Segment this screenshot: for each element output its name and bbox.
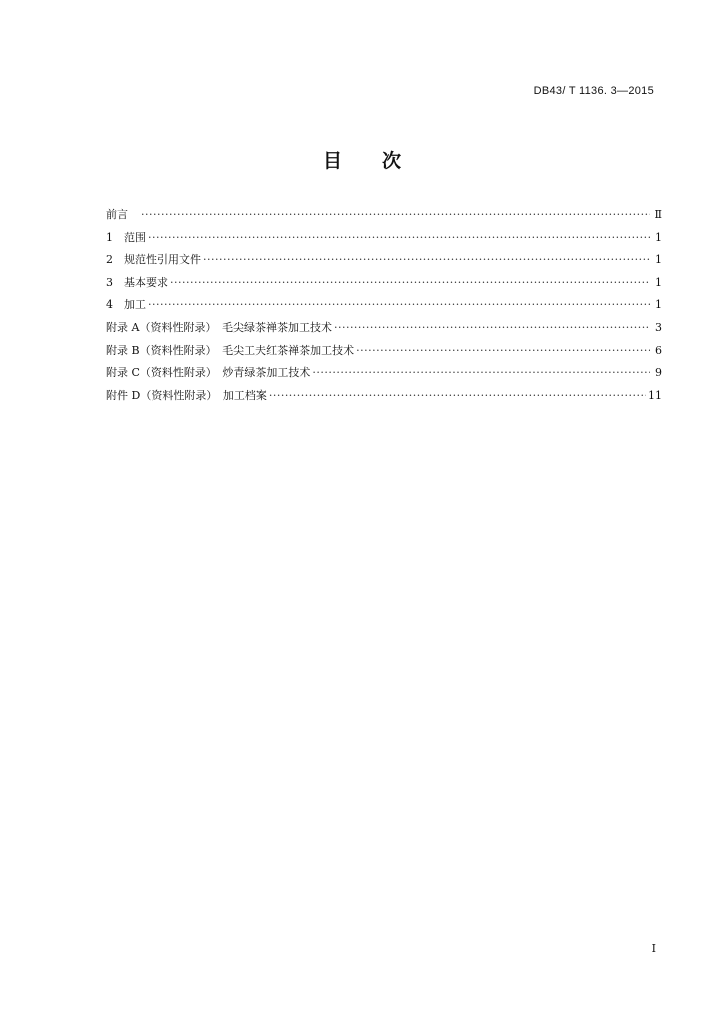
toc-entry-appendix-c[interactable] [106, 364, 662, 387]
document-code: DB43/ T 1136. 3—2015 [533, 85, 654, 97]
toc-entry-page: 1 [655, 230, 662, 244]
toc-entry-processing[interactable] [106, 296, 662, 319]
toc-entry-label: 附录 A（资料性附录） 毛尖绿茶禅茶加工技术 [106, 320, 332, 334]
toc-entry-foreword[interactable] [106, 206, 662, 229]
toc-entry-appendix-d[interactable] [106, 387, 662, 410]
toc-title-char-2: 次 [382, 150, 402, 172]
toc-entry-label: 3 基本要求 [106, 275, 168, 289]
toc-entry-basic-requirements[interactable] [106, 274, 662, 297]
toc-entry-label: 2 规范性引用文件 [106, 253, 201, 267]
toc-entry-page: 3 [655, 320, 662, 334]
toc-entry-label: 附件 D（资料性附录） 加工档案 [106, 388, 267, 402]
toc-entry-page: Ⅱ [654, 208, 662, 221]
toc-entry-label: 附录 B（资料性附录） 毛尖工夫红茶禅茶加工技术 [106, 343, 355, 357]
toc-leader-dots [141, 208, 650, 221]
toc-entry-page: 1 [655, 253, 662, 267]
toc-title-char-1: 目 [322, 150, 342, 172]
toc-leader-dots [148, 298, 650, 311]
toc-entry-page: 1 [655, 275, 662, 289]
toc-leader-dots [334, 321, 650, 334]
toc-leader-dots [356, 344, 650, 357]
toc-entry-page: 1 [655, 298, 662, 312]
toc-entry-label: 前言 [106, 208, 139, 221]
toc-entry-appendix-a[interactable] [106, 319, 662, 342]
table-of-contents [106, 206, 662, 409]
toc-leader-dots [312, 366, 650, 379]
toc-entry-appendix-b[interactable] [106, 342, 662, 365]
toc-entry-page: 6 [655, 343, 662, 357]
toc-entry-page: 9 [655, 366, 662, 380]
toc-entry-normative-references[interactable] [106, 251, 662, 274]
toc-leader-dots [269, 389, 646, 402]
toc-leader-dots [170, 276, 650, 289]
toc-entry-page: 11 [648, 388, 662, 402]
toc-title [0, 146, 724, 173]
toc-leader-dots [203, 253, 650, 266]
toc-leader-dots [148, 231, 650, 244]
toc-entry-scope[interactable] [106, 229, 662, 252]
page-number: I [651, 942, 656, 955]
toc-entry-label: 附录 C（资料性附录） 炒青绿茶加工技术 [106, 366, 311, 380]
toc-entry-label: 4 加工 [106, 298, 146, 312]
toc-entry-label: 1 范围 [106, 230, 146, 244]
